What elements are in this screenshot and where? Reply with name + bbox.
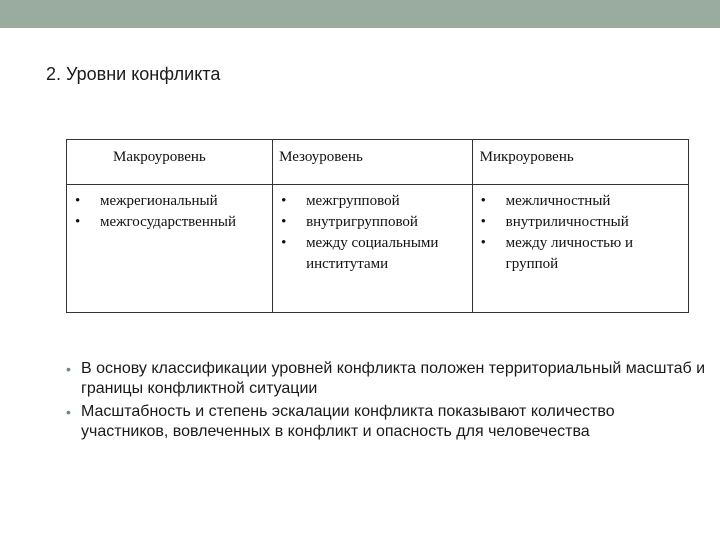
meso-list (273, 185, 472, 275)
list-item (67, 212, 268, 233)
note-bullet: • (66, 404, 71, 420)
note-text: Масштабность и степень эскалации конфликта показывают количество участников, вовлеченных в конфликт и опасность для человечества (81, 403, 615, 440)
header-cell-meso (273, 140, 473, 185)
list-item (473, 212, 684, 233)
list-item (67, 191, 268, 212)
levels-table (66, 139, 689, 313)
bullet: • (281, 235, 287, 251)
item-text: межгрупповой (306, 193, 400, 209)
list-item (273, 191, 468, 212)
bullet: • (480, 193, 486, 209)
list-item (473, 233, 684, 275)
cell-macro-items (67, 185, 273, 313)
slide-title: 2. Уровни конфликта (46, 64, 221, 84)
bullet: • (281, 214, 287, 230)
item-text: между личностью и группой (505, 235, 633, 272)
header-micro: Микроуровень (479, 149, 574, 165)
bullet: • (281, 193, 287, 209)
table-body-row (67, 185, 689, 313)
table-header-row (67, 140, 689, 185)
note-bullet: • (66, 361, 71, 377)
macro-list (67, 185, 272, 233)
notes-list (66, 359, 706, 445)
list-item (473, 191, 684, 212)
bullet: • (480, 235, 486, 251)
micro-list (473, 185, 688, 275)
item-text: межгосударственный (100, 214, 236, 230)
item-text: между социальными институтами (306, 235, 439, 272)
top-band (0, 0, 720, 28)
cell-micro-items (472, 185, 688, 313)
item-text: внутригрупповой (306, 214, 418, 230)
header-cell-macro (67, 140, 273, 185)
list-item (273, 212, 468, 233)
item-text: внутриличностный (505, 214, 629, 230)
note-item (66, 359, 706, 399)
item-text: межличностный (505, 193, 611, 209)
header-macro: Макроуровень (113, 149, 206, 165)
bullet: • (480, 214, 486, 230)
cell-meso-items (273, 185, 473, 313)
header-meso: Мезоуровень (279, 149, 363, 165)
list-item (273, 233, 468, 275)
bullet: • (75, 214, 81, 230)
bullet: • (75, 193, 81, 209)
note-item (66, 402, 706, 442)
note-text: В основу классификации уровней конфликта положен территориальный масштаб и границы конфликтной ситуации (81, 360, 706, 397)
header-cell-micro (472, 140, 688, 185)
item-text: межрегиональный (100, 193, 218, 209)
